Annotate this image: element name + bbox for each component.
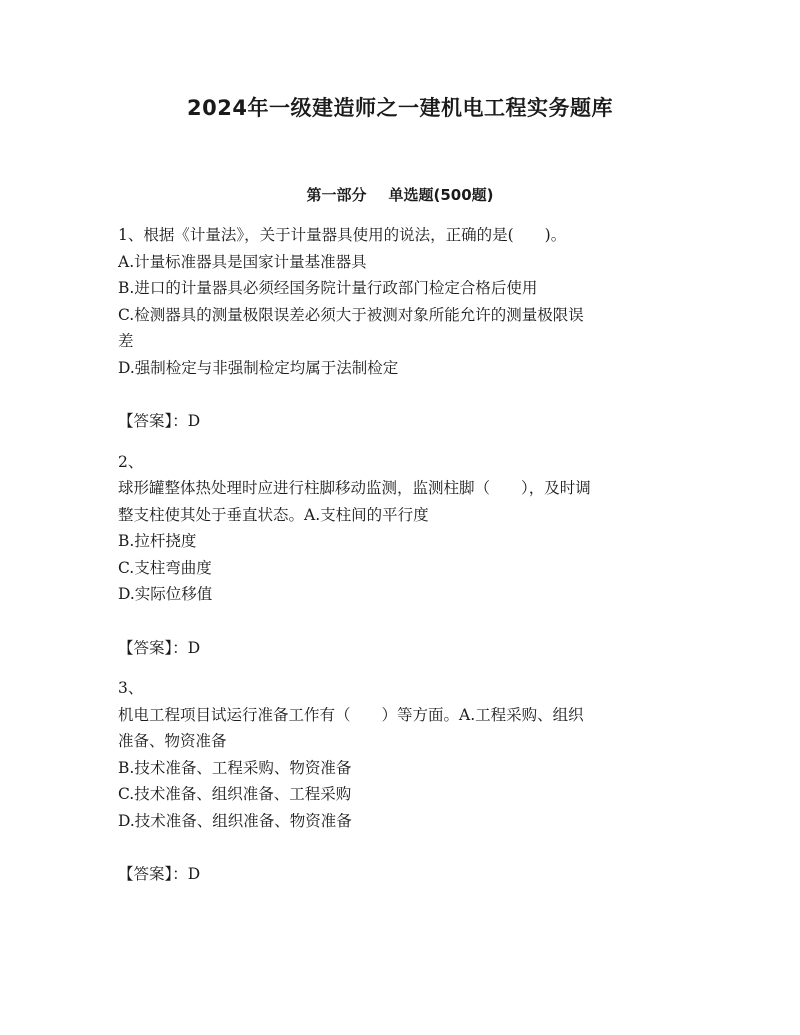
option-b: B.技术准备、工程采购、物资准备 (118, 758, 352, 777)
page-title: 2024年一级建造师之一建机电工程实务题库 (187, 96, 613, 120)
option-c: C.支柱弯曲度 (118, 558, 212, 577)
question-number: 3、 (118, 679, 144, 697)
option-c-continued: 差 (118, 332, 134, 350)
question-2 (118, 449, 683, 662)
question-stem-continued: 整支柱使其处于垂直状态。A.支柱间的平行度 (118, 505, 429, 524)
question-stem-continued: 准备、物资准备 (118, 732, 227, 750)
question-stem: 机电工程项目试运行准备工作有（ ）等方面。A.工程采购、组织 (118, 705, 584, 724)
option-c: C.技术准备、组织准备、工程采购 (118, 785, 352, 803)
question-3 (118, 675, 683, 888)
option-d: D.技术准备、组织准备、物资准备 (118, 811, 352, 830)
question-stem: 球形罐整体热处理时应进行柱脚移动监测，监测柱脚（ ），及时调 (118, 479, 591, 497)
option-c: C.检测器具的测量极限误差必须大于被测对象所能允许的测量极限误 (118, 305, 584, 324)
answer-label: 【答案】：D (118, 412, 201, 430)
answer-label: 【答案】：D (118, 638, 201, 657)
section-title (0, 184, 800, 206)
question-list (118, 222, 683, 902)
section-part-label: 第一部分 (306, 186, 367, 204)
option-d: D.实际位移值 (118, 585, 213, 603)
question-1 (118, 222, 683, 435)
option-b: B.进口的计量器具必须经国务院计量行政部门检定合格后使用 (118, 279, 538, 297)
question-stem: 1、根据《计量法》，关于计量器具使用的说法，正确的是( )。 (118, 226, 567, 244)
section-name-label: 单选题(500题) (388, 186, 494, 204)
option-d: D.强制检定与非强制检定均属于法制检定 (118, 358, 399, 377)
option-a: A.计量标准器具是国家计量基准器具 (118, 252, 367, 271)
option-b: B.拉杆挠度 (118, 532, 197, 550)
answer-label: 【答案】：D (118, 865, 201, 883)
question-number: 2、 (118, 452, 144, 471)
